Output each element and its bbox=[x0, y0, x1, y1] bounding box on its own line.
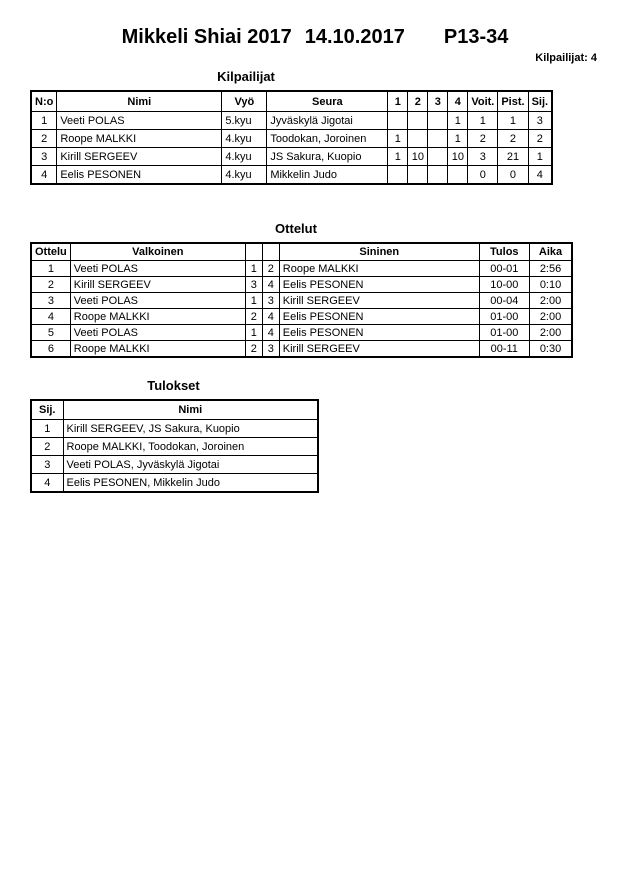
blue-competitor-number: 3 bbox=[262, 341, 279, 358]
blue-competitor-number: 2 bbox=[262, 261, 279, 277]
score-vs-3 bbox=[428, 130, 448, 148]
kilpailijat-header-row bbox=[31, 91, 552, 112]
competitor-row bbox=[31, 130, 552, 148]
col-header-white-number bbox=[245, 243, 262, 261]
ottelut-heading: Ottelut bbox=[275, 221, 317, 236]
score-vs-3 bbox=[428, 148, 448, 166]
competitor-belt: 4.kyu bbox=[222, 148, 267, 166]
score-vs-2 bbox=[408, 166, 428, 185]
blue-competitor: Eelis PESONEN bbox=[279, 325, 479, 341]
blue-competitor: Kirill SERGEEV bbox=[279, 293, 479, 309]
score-vs-1 bbox=[388, 166, 408, 185]
score-vs-4: 1 bbox=[448, 130, 468, 148]
match-result: 10-00 bbox=[479, 277, 529, 293]
result-name: Roope MALKKI, Toodokan, Joroinen bbox=[63, 438, 318, 456]
score-vs-4: 1 bbox=[448, 112, 468, 130]
event-name: Mikkeli Shiai 2017 bbox=[121, 26, 292, 48]
white-competitor: Veeti POLAS bbox=[70, 261, 245, 277]
blue-competitor: Kirill SERGEEV bbox=[279, 341, 479, 358]
col-header-pist: Pist. bbox=[498, 91, 528, 112]
blue-competitor: Eelis PESONEN bbox=[279, 309, 479, 325]
col-header-blue-number bbox=[262, 243, 279, 261]
wins: 0 bbox=[468, 166, 498, 185]
match-time: 2:00 bbox=[529, 309, 572, 325]
event-date: 14.10.2017 bbox=[304, 26, 405, 48]
result-name: Eelis PESONEN, Mikkelin Judo bbox=[63, 474, 318, 493]
result-placement: 1 bbox=[31, 420, 63, 438]
competitor-number: 3 bbox=[31, 148, 57, 166]
score-vs-3 bbox=[428, 112, 448, 130]
score-vs-3 bbox=[428, 166, 448, 185]
competitor-row bbox=[31, 148, 552, 166]
white-competitor-number: 3 bbox=[245, 277, 262, 293]
competitor-name: Eelis PESONEN bbox=[57, 166, 222, 185]
competitor-belt: 5.kyu bbox=[222, 112, 267, 130]
col-header-tulos: Tulos bbox=[479, 243, 529, 261]
result-row bbox=[31, 456, 318, 474]
col-header-1: 1 bbox=[388, 91, 408, 112]
score-vs-4 bbox=[448, 166, 468, 185]
competitor-number: 2 bbox=[31, 130, 57, 148]
match-time: 2:00 bbox=[529, 293, 572, 309]
match-number: 1 bbox=[31, 261, 70, 277]
placement: 1 bbox=[528, 148, 552, 166]
match-result: 01-00 bbox=[479, 325, 529, 341]
score-vs-2 bbox=[408, 130, 428, 148]
competitor-row bbox=[31, 112, 552, 130]
match-time: 0:30 bbox=[529, 341, 572, 358]
col-header-aika: Aika bbox=[529, 243, 572, 261]
match-result: 00-11 bbox=[479, 341, 529, 358]
page-title bbox=[0, 0, 630, 49]
points: 0 bbox=[498, 166, 528, 185]
match-number: 3 bbox=[31, 293, 70, 309]
match-time: 2:00 bbox=[529, 325, 572, 341]
competitor-club: JS Sakura, Kuopio bbox=[267, 148, 388, 166]
blue-competitor: Roope MALKKI bbox=[279, 261, 479, 277]
match-time: 2:56 bbox=[529, 261, 572, 277]
col-header-sij: Sij. bbox=[31, 400, 63, 420]
result-placement: 4 bbox=[31, 474, 63, 493]
white-competitor: Veeti POLAS bbox=[70, 293, 245, 309]
competitors-count-label: Kilpailijat: 4 bbox=[535, 52, 597, 64]
white-competitor: Roope MALKKI bbox=[70, 309, 245, 325]
white-competitor-number: 1 bbox=[245, 261, 262, 277]
white-competitor-number: 2 bbox=[245, 341, 262, 358]
white-competitor-number: 1 bbox=[245, 325, 262, 341]
match-number: 2 bbox=[31, 277, 70, 293]
match-number: 6 bbox=[31, 341, 70, 358]
white-competitor-number: 1 bbox=[245, 293, 262, 309]
result-placement: 3 bbox=[31, 456, 63, 474]
match-row bbox=[31, 293, 572, 309]
col-header-nimi: Nimi bbox=[63, 400, 318, 420]
col-header-valkoinen: Valkoinen bbox=[70, 243, 245, 261]
blue-competitor-number: 3 bbox=[262, 293, 279, 309]
tulokset-header-row bbox=[31, 400, 318, 420]
competitor-club: Toodokan, Joroinen bbox=[267, 130, 388, 148]
white-competitor-number: 2 bbox=[245, 309, 262, 325]
competitor-number: 1 bbox=[31, 112, 57, 130]
score-vs-1: 1 bbox=[388, 148, 408, 166]
wins: 1 bbox=[468, 112, 498, 130]
col-header-3: 3 bbox=[428, 91, 448, 112]
competitor-belt: 4.kyu bbox=[222, 130, 267, 148]
col-header-2: 2 bbox=[408, 91, 428, 112]
wins: 3 bbox=[468, 148, 498, 166]
tulokset-heading: Tulokset bbox=[147, 378, 200, 393]
match-row bbox=[31, 325, 572, 341]
match-row bbox=[31, 261, 572, 277]
placement: 3 bbox=[528, 112, 552, 130]
score-vs-4: 10 bbox=[448, 148, 468, 166]
competitor-name: Veeti POLAS bbox=[57, 112, 222, 130]
score-vs-1 bbox=[388, 112, 408, 130]
blue-competitor: Eelis PESONEN bbox=[279, 277, 479, 293]
score-vs-2 bbox=[408, 112, 428, 130]
match-row bbox=[31, 341, 572, 358]
result-placement: 2 bbox=[31, 438, 63, 456]
score-vs-2: 10 bbox=[408, 148, 428, 166]
match-result: 00-01 bbox=[479, 261, 529, 277]
competitor-number: 4 bbox=[31, 166, 57, 185]
blue-competitor-number: 4 bbox=[262, 277, 279, 293]
result-row bbox=[31, 474, 318, 493]
tulokset-table bbox=[30, 399, 319, 493]
match-number: 5 bbox=[31, 325, 70, 341]
col-header-sininen: Sininen bbox=[279, 243, 479, 261]
kilpailijat-heading: Kilpailijat bbox=[217, 69, 275, 84]
placement: 2 bbox=[528, 130, 552, 148]
placement: 4 bbox=[528, 166, 552, 185]
kilpailijat-table bbox=[30, 90, 553, 185]
white-competitor: Roope MALKKI bbox=[70, 341, 245, 358]
category-code: P13-34 bbox=[443, 26, 509, 48]
col-header-sij: Sij. bbox=[528, 91, 552, 112]
white-competitor: Kirill SERGEEV bbox=[70, 277, 245, 293]
competitor-name: Roope MALKKI bbox=[57, 130, 222, 148]
ottelut-header-row bbox=[31, 243, 572, 261]
score-vs-1: 1 bbox=[388, 130, 408, 148]
col-header-4: 4 bbox=[448, 91, 468, 112]
result-row bbox=[31, 438, 318, 456]
competitor-belt: 4.kyu bbox=[222, 166, 267, 185]
points: 2 bbox=[498, 130, 528, 148]
ottelut-table bbox=[30, 242, 573, 358]
col-header-vyo: Vyö bbox=[222, 91, 267, 112]
points: 21 bbox=[498, 148, 528, 166]
blue-competitor-number: 4 bbox=[262, 325, 279, 341]
result-name: Kirill SERGEEV, JS Sakura, Kuopio bbox=[63, 420, 318, 438]
match-row bbox=[31, 277, 572, 293]
result-name: Veeti POLAS, Jyväskylä Jigotai bbox=[63, 456, 318, 474]
white-competitor: Veeti POLAS bbox=[70, 325, 245, 341]
competitor-name: Kirill SERGEEV bbox=[57, 148, 222, 166]
col-header-ottelu: Ottelu bbox=[31, 243, 70, 261]
competitor-row bbox=[31, 166, 552, 185]
col-header-no: N:o bbox=[31, 91, 57, 112]
match-result: 00-04 bbox=[479, 293, 529, 309]
wins: 2 bbox=[468, 130, 498, 148]
result-row bbox=[31, 420, 318, 438]
col-header-voit: Voit. bbox=[468, 91, 498, 112]
col-header-seura: Seura bbox=[267, 91, 388, 112]
match-number: 4 bbox=[31, 309, 70, 325]
points: 1 bbox=[498, 112, 528, 130]
blue-competitor-number: 4 bbox=[262, 309, 279, 325]
match-row bbox=[31, 309, 572, 325]
match-time: 0:10 bbox=[529, 277, 572, 293]
competitor-club: Mikkelin Judo bbox=[267, 166, 388, 185]
competitor-club: Jyväskylä Jigotai bbox=[267, 112, 388, 130]
col-header-nimi: Nimi bbox=[57, 91, 222, 112]
match-result: 01-00 bbox=[479, 309, 529, 325]
